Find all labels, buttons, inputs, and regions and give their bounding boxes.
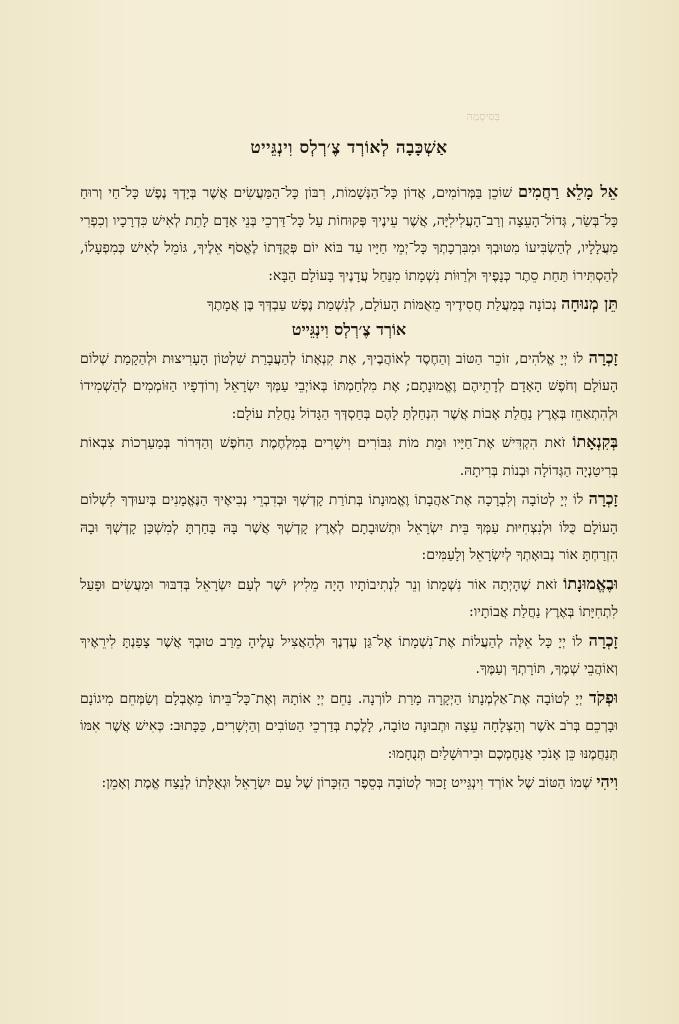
paragraph-text: נְכוֹנָה בְּמַעֲלַת חֲסִידֶיךָ מֵאֻמּוֹת הָעוֹלָם, לְנִשְׁמַת נֶפֶשׁ עַבְדְּךָ בֶּן אֲמָתֶךָ	[207, 297, 562, 313]
paragraph-lead: בְּקִנְאָתוֹ	[572, 432, 618, 451]
paragraph	[80, 570, 618, 627]
paragraph-text: יְיָ לְטוֹבָה אֶת־אַלְמְנָתוֹ הַיְקָרָה מָרַת לוֹרְנָה. נַחֵם יְיָ אוֹתָהּ וְאֶת־כָּל־בֵּיתוֹ מֵאֶבְלָם וְשַׂמְּחֵם מִיגוֹנָם וּבָרְכֵם בְּרֹב אֹשֶׁר וְהַצְלָחָה עֵצָה וּתְבוּנָה טוֹבָה, לָלֶכֶת בְּדַרְכֵי הַטּוֹבִים וְהַיְשָׁרִים, כַּכָּתוּב: כְּאִישׁ אֲשֶׁר אִמּוֹ תְּנַחֲמֶנּוּ כֵּן אָנֹכִי אֲנַחֶמְכֶם וּבִירוּשָׁלַיִם תְּנֻחָמוּ:	[80, 690, 618, 762]
paragraph-text: שׁוֹכֵן בַּמְּרוֹמִים, אֲדוֹן כָּל־הַנְּשָׁמוֹת, רִבּוֹן כָּל־הַמַּעֲשִׂים אֲשֶׁר בְּיָדְךָ נֶפֶשׁ כָּל־חַי וְרוּחַ כָּל־בְּשַׂר, גְּדוֹל־הָעֵצָה וְרַב־הָעֲלִילִיָּה, אֲשֶׁר עֵינֶיךָ פְּקוּחוֹת עַל כָּל־דַּרְכֵי בְּנֵי אָדָם לָתֵת לְאִישׁ כִּדְרָכָיו וְכִפְרִי מַעֲלָלָיו, לְהַשְׂבִּיעוֹ מִטּוּבְךָ וּמִבִּרְכָתְךָ כָּל־יְמֵי חַיָּיו עַד בּוֹא יוֹם פְּקֻדָּתוֹ לֶאֱסֹף אֵלֶיךָ, גּוֹמֵל לְאִישׁ כְּמִפְעָלוֹ, לְהַסְתִּירוֹ תַּחַת סֵתֶר כְּנָפֶיךָ וּלְרַוּוֹת נִשְׁמָתוֹ מִנַּחַל עֲדָנֶיךָ בָּעוֹלָם הַבָּא:	[80, 185, 618, 284]
paragraph-text: זֹאת הִקְדִּישׁ אֶת־חַיָּיו וּמֵת מוֹת גִּבּוֹרִים וִישָׁרִים בְּמִלְחֶמֶת הַחֹפֶשׁ וְהַדְּרוֹר בְּמַעַרְכוֹת צִבְאוֹת בְּרִיטַנְיָה הַגְּדוֹלָה וּבְנוֹת בְּרִיתָהּ.	[80, 435, 618, 479]
document-title: אַשְׁכָּבָה לְאוֹרְד צֶ׳רְלְס וִינְגֵּייט	[250, 138, 448, 158]
prayer-text	[80, 138, 618, 798]
paragraph-text: לוֹ יְיָ אֱלֹהִים, זוֹכֵר הַטּוֹב וְהַחֶסֶד לְאוֹהֲבֶיךָ, אֶת קִנְאָתוֹ לְהַעֲבָרַת שִׁלְטוֹן הָעָרִיצוּת וּלְהַקָמַת שְׁלוֹם הָעוֹלָם וְחֹפֶשׁ הָאָדָם לְדָתֵיהֶם וֶאֱמוּנָתָם; אֶת מִלְחַמְתּוֹ בְּאוֹיְבֵי עַמְּךָ יִשְׂרָאֵל וְרוֹדְפָיו הַזּוֹמְמִים לְהַשְׁמִידוֹ וּלְהִתְאַחֵז בְּאֶרֶץ נַחֲלַת אָבוֹת אֲשֶׁר הִנְחַלְתָּ לָהֶם בְּחַסְדְּךָ הַגָּדוֹל נַחֲלַת עוֹלָם:	[80, 350, 618, 422]
paragraph-lead: זָכְרָה	[588, 489, 618, 508]
paragraph-lead: אֵל מָלֵא רַחֲמִים	[517, 182, 618, 201]
paragraph	[80, 290, 618, 320]
paragraph-lead: זָכְרָה	[588, 630, 618, 650]
paragraph	[80, 178, 618, 290]
paragraph	[80, 684, 618, 769]
paragraph-text: שְׁמוֹ הַטּוֹב שֶׁל אוֹרְד וִינְגֵּייט זָכוּר לְטוֹבָה בְּסֵפֶר הַזִּכָּרוֹן שֶׁל עַם יִשְׂרָאֵל וּגְאֻלָּתוֹ לְנֵצַח אֱמֶת וְאָמֵן:	[101, 775, 597, 791]
paragraph	[80, 344, 618, 429]
paragraph	[80, 485, 618, 570]
paragraph-text: לוֹ יְיָ לְטוֹבָה וְלִבְרָכָה אֶת־אַהֲבָתוֹ וֶאֱמוּנָתוֹ בְּתוֹרַת קָדְשְׁךָ וּבְדִבְרֵי נְבִיאֶיךָ הַנֶּאֱמָנִים בְּיִעוּדְךָ לִשְׁלוֹם הָעוֹלָם כֻּלּוֹ וּלְנִצְחִיּוּת עַמְּךָ בֵּית יִשְׂרָאֵל וּתְשׁוּבָתָם לְאֶרֶץ קָדְשְׁךָ אֲשֶׁר בָּהּ בָּחַרְתָּ לְמִשְׁכַּן קָדְשְׁךָ וּבָהּ הִזְרַחְתָּ אוֹר נְבוּאָתְךָ לְיִשְׂרָאֵל וְלָעַמִּים:	[80, 492, 618, 563]
paragraph	[80, 768, 618, 798]
section-subtitle: אוֹרְד צֶ׳רְלְס וִינְגֵּייט	[291, 319, 407, 339]
paragraph	[80, 627, 618, 684]
paragraph-lead: זָכְרָה	[588, 347, 618, 367]
paragraph-lead: תֵּן מְנוּחָה	[561, 294, 618, 313]
paragraph-text: זֹאת שֶׁהָיְתָה אוֹר נִשְׁמָתוֹ וְנֵר לִנְתִיבוֹתָיו הָיָה מֵלִיץ יֹשֶׁר לְעַם יִשְׂרָאֵל בְּדִבּוּר וּמַעֲשִׂים וּפָעַל לִתְחִיָּתוֹ בְּאֶרֶץ נַחֲלַת אֲבוֹתָיו:	[80, 576, 618, 620]
paragraph-text: לוֹ יְיָ כָּל אֵלֶּה לְהַעֲלוֹת אֶת־נִשְׁמָתוֹ אֶל־גַּן עֶדְנֶךָ וּלְהַאֲצִיל עָלֶיהָ מֵרַב טוּבְךָ אֲשֶׁר צָפַנְתָּ לִירֵאֶיךָ וְאוֹהֲבֵי שְׁמֶךָ, תּוֹרָתְךָ וְעַמֶּךָ.	[80, 633, 618, 677]
paragraph-lead: וּפְקֹד	[588, 687, 618, 707]
paragraph	[80, 428, 618, 485]
paragraph-lead: וִיהִי	[596, 772, 618, 791]
bleed-through-text: בְּסִיסְמָה	[466, 110, 500, 123]
paragraph-lead: וּבֶאֱמוּנָתוֹ	[563, 573, 618, 593]
